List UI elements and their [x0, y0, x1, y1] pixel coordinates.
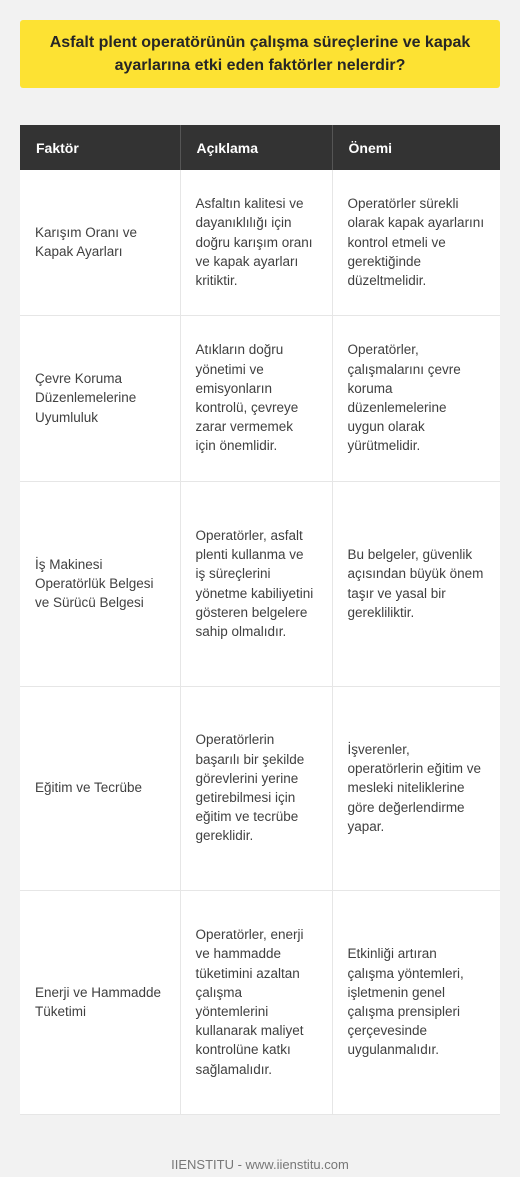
cell-factor: Enerji ve Hammadde Tüketimi — [20, 890, 180, 1114]
header-description: Açıklama — [180, 125, 332, 170]
cell-description: Asfaltın kalitesi ve dayanıklılığı için doğru karışım oranı ve kapak ayarları kritiktir. — [180, 170, 332, 315]
cell-description: Operatörler, asfalt plenti kullanma ve iş süreçlerini yönetme kabiliyetini gösteren belgelere sahip olmalıdır. — [180, 481, 332, 686]
cell-factor: Eğitim ve Tecrübe — [20, 686, 180, 890]
page-title: Asfalt plent operatörünün çalışma süreçlerine ve kapak ayarlarına etki eden faktörler nelerdir? — [49, 34, 471, 74]
cell-description: Operatörlerin başarılı bir şekilde görevlerini yerine getirebilmesi için eğitim ve tecrübe gereklidir. — [180, 686, 332, 890]
cell-factor: İş Makinesi Operatörlük Belgesi ve Sürücü Belgesi — [20, 481, 180, 686]
cell-factor: Karışım Oranı ve Kapak Ayarları — [20, 170, 180, 315]
header-factor: Faktör — [20, 125, 180, 170]
cell-importance: İşverenler, operatörlerin eğitim ve mesleki niteliklerine göre değerlendirme yapar. — [332, 686, 500, 890]
title-banner — [20, 20, 500, 88]
footer-credit: IIENSTITU - www.iienstitu.com — [171, 1157, 349, 1172]
factors-table — [20, 125, 500, 1115]
cell-description: Atıkların doğru yönetimi ve emisyonların kontrolü, çevreye zarar vermemek için önemlidir. — [180, 315, 332, 481]
table-row — [20, 686, 500, 890]
table-row — [20, 315, 500, 481]
table-row — [20, 890, 500, 1114]
table-header-row — [20, 125, 500, 170]
cell-importance: Bu belgeler, güvenlik açısından büyük önem taşır ve yasal bir gerekliliktir. — [332, 481, 500, 686]
table-row — [20, 170, 500, 315]
cell-factor: Çevre Koruma Düzenlemelerine Uyumluluk — [20, 315, 180, 481]
cell-importance: Operatörler sürekli olarak kapak ayarlarını kontrol etmeli ve gerektiğinde düzeltmelidir. — [332, 170, 500, 315]
cell-importance: Etkinliği artıran çalışma yöntemleri, işletmenin genel çalışma prensipleri çerçevesinde uygulanmalıdır. — [332, 890, 500, 1114]
header-importance: Önemi — [332, 125, 500, 170]
table-row — [20, 481, 500, 686]
cell-importance: Operatörler, çalışmalarını çevre koruma düzenlemelerine uygun olarak yürütmelidir. — [332, 315, 500, 481]
cell-description: Operatörler, enerji ve hammadde tüketimini azaltan çalışma yöntemlerini kullanarak maliyet kontrolüne katkı sağlamalıdır. — [180, 890, 332, 1114]
